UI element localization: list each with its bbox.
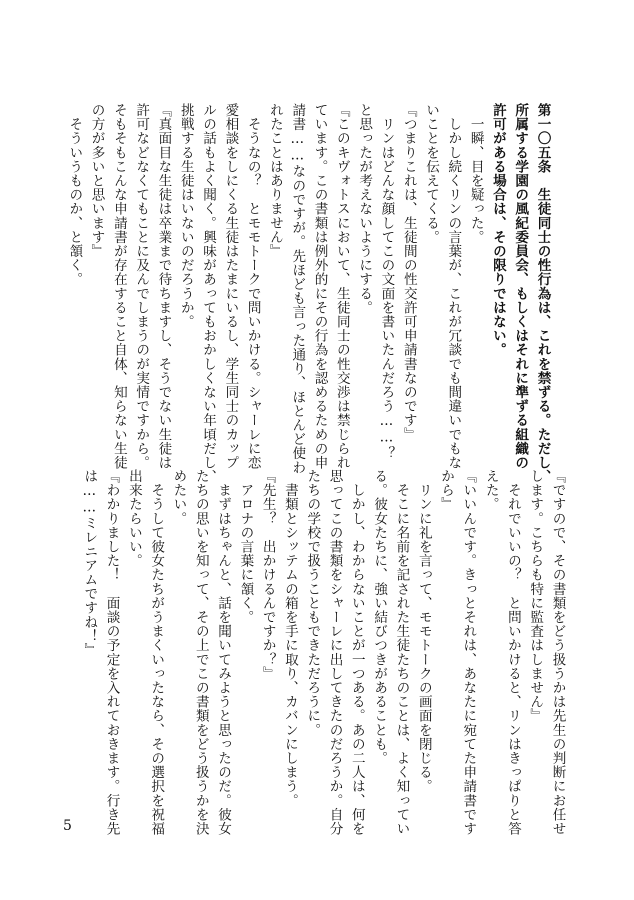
text-column: そういうものか、と頷く。 [66,103,83,287]
lower-text-columns [78,469,569,836]
text-column: の方が多いと思います』 [88,103,105,259]
text-column: 『真面目な生徒は卒業まで待ちますし、そうでない生徒は [155,103,172,470]
text-column: 思ってこの書類をシャーレに出してきたのだろうか。自分 [326,469,343,836]
text-column: まずはちゃんと、話を聞いてみようと思ったのだ。彼女 [215,469,232,836]
text-column: 書類とシッテムの箱を手に取り、カバンにしまう。 [281,469,298,808]
text-column: たちの思いを知って、その上でこの書類をどう扱うかを決 [192,469,209,836]
text-column: 愛相談をしにくる生徒はたまにいるし、学生同士のカップ [222,103,239,470]
text-column: 挑戦する生徒はいないのだろうか。 [177,103,194,329]
text-column: と思ったが考えないようにする。 [356,103,373,315]
text-column: 『ですので、その書類をどう扱うかは先生の判断にお任せ [549,469,566,836]
text-column: そうなの？ とモモトークで問いかける。シャーレに恋 [244,103,261,470]
text-column: めたい。 [170,469,187,526]
text-column: いことを伝えてくる。 [423,103,440,244]
text-column: たちの学校で扱うこともできただろうに。 [304,469,321,737]
text-column: 『つまりこれは、生徒間の性交許可申請書なのです』 [400,103,417,442]
text-column: 許可がある場合は、その限りではない。 [489,103,506,357]
lower-text-block [78,469,569,836]
text-column: アロナの言葉に頷く。 [237,469,254,625]
text-column: 『このキヴォトスにおいて、生徒同士の性交渉は禁じられ [333,103,350,470]
text-column: しかし続くリンの言葉が、これが冗談でも間違いでもな [445,103,462,470]
upper-text-columns [63,103,554,484]
text-column: それでいいの？ と問いかけると、リンはきっぱりと答 [504,469,521,836]
text-column: そこに名前を記された生徒たちのことは、よく知ってい [393,469,410,836]
text-column: から』 [438,469,455,512]
text-column: 第一〇五条 生徒同士の性行為は、これを禁ずる。ただし、 [534,103,551,484]
text-column: えた。 [482,469,499,512]
text-column: れたことはありません』 [266,103,283,259]
text-column: そうして彼女たちがうまくいったなら、その選択を祝福 [148,469,165,836]
text-column: ています。この書類は例外的にその行為を認めるための申 [311,103,328,470]
text-column: 許可などなくてもことに及んでしまうのが実情ですから。 [133,103,150,470]
text-column: 『先生？ 出かけるんですか？』 [259,469,276,681]
text-column: 出来たらいい。 [125,469,142,568]
text-column: は……ミレニアムですね！』 [81,469,98,658]
text-column: 請書……なのですが。先ほども言った通り、ほとんど使わ [289,103,306,475]
text-column: リンに礼を言って、モモトークの画面を閉じる。 [415,469,432,794]
text-column: 所属する学園の風紀委員会、もしくはそれに準ずる組織の [512,103,529,470]
text-column: リンはどんな顔してこの文面を書いたんだろう……？ [378,103,395,461]
text-column: 一瞬、目を疑った。 [467,103,484,244]
text-column: そもそもこんな申請書が存在すること自体、知らない生徒 [110,103,127,470]
text-column: します。こちらも特に監査はしません』 [527,469,544,723]
text-column: 『いいんです。きっとそれは、あなたに宛てた申請書です [460,469,477,836]
text-column: しかし、わからないことが一つある。あの二人は、何を [348,469,365,836]
text-column: ルの話もよく聞く。興味があってもおかしくない年頃だし、 [200,103,217,484]
text-column: 『わかりました！ 面談の予定を入れておきます。行き先 [103,469,120,836]
text-column: る。彼女たちに、強い結びつきがあることも。 [371,469,388,766]
upper-text-block [63,103,554,484]
page-number: 5 [63,818,72,834]
